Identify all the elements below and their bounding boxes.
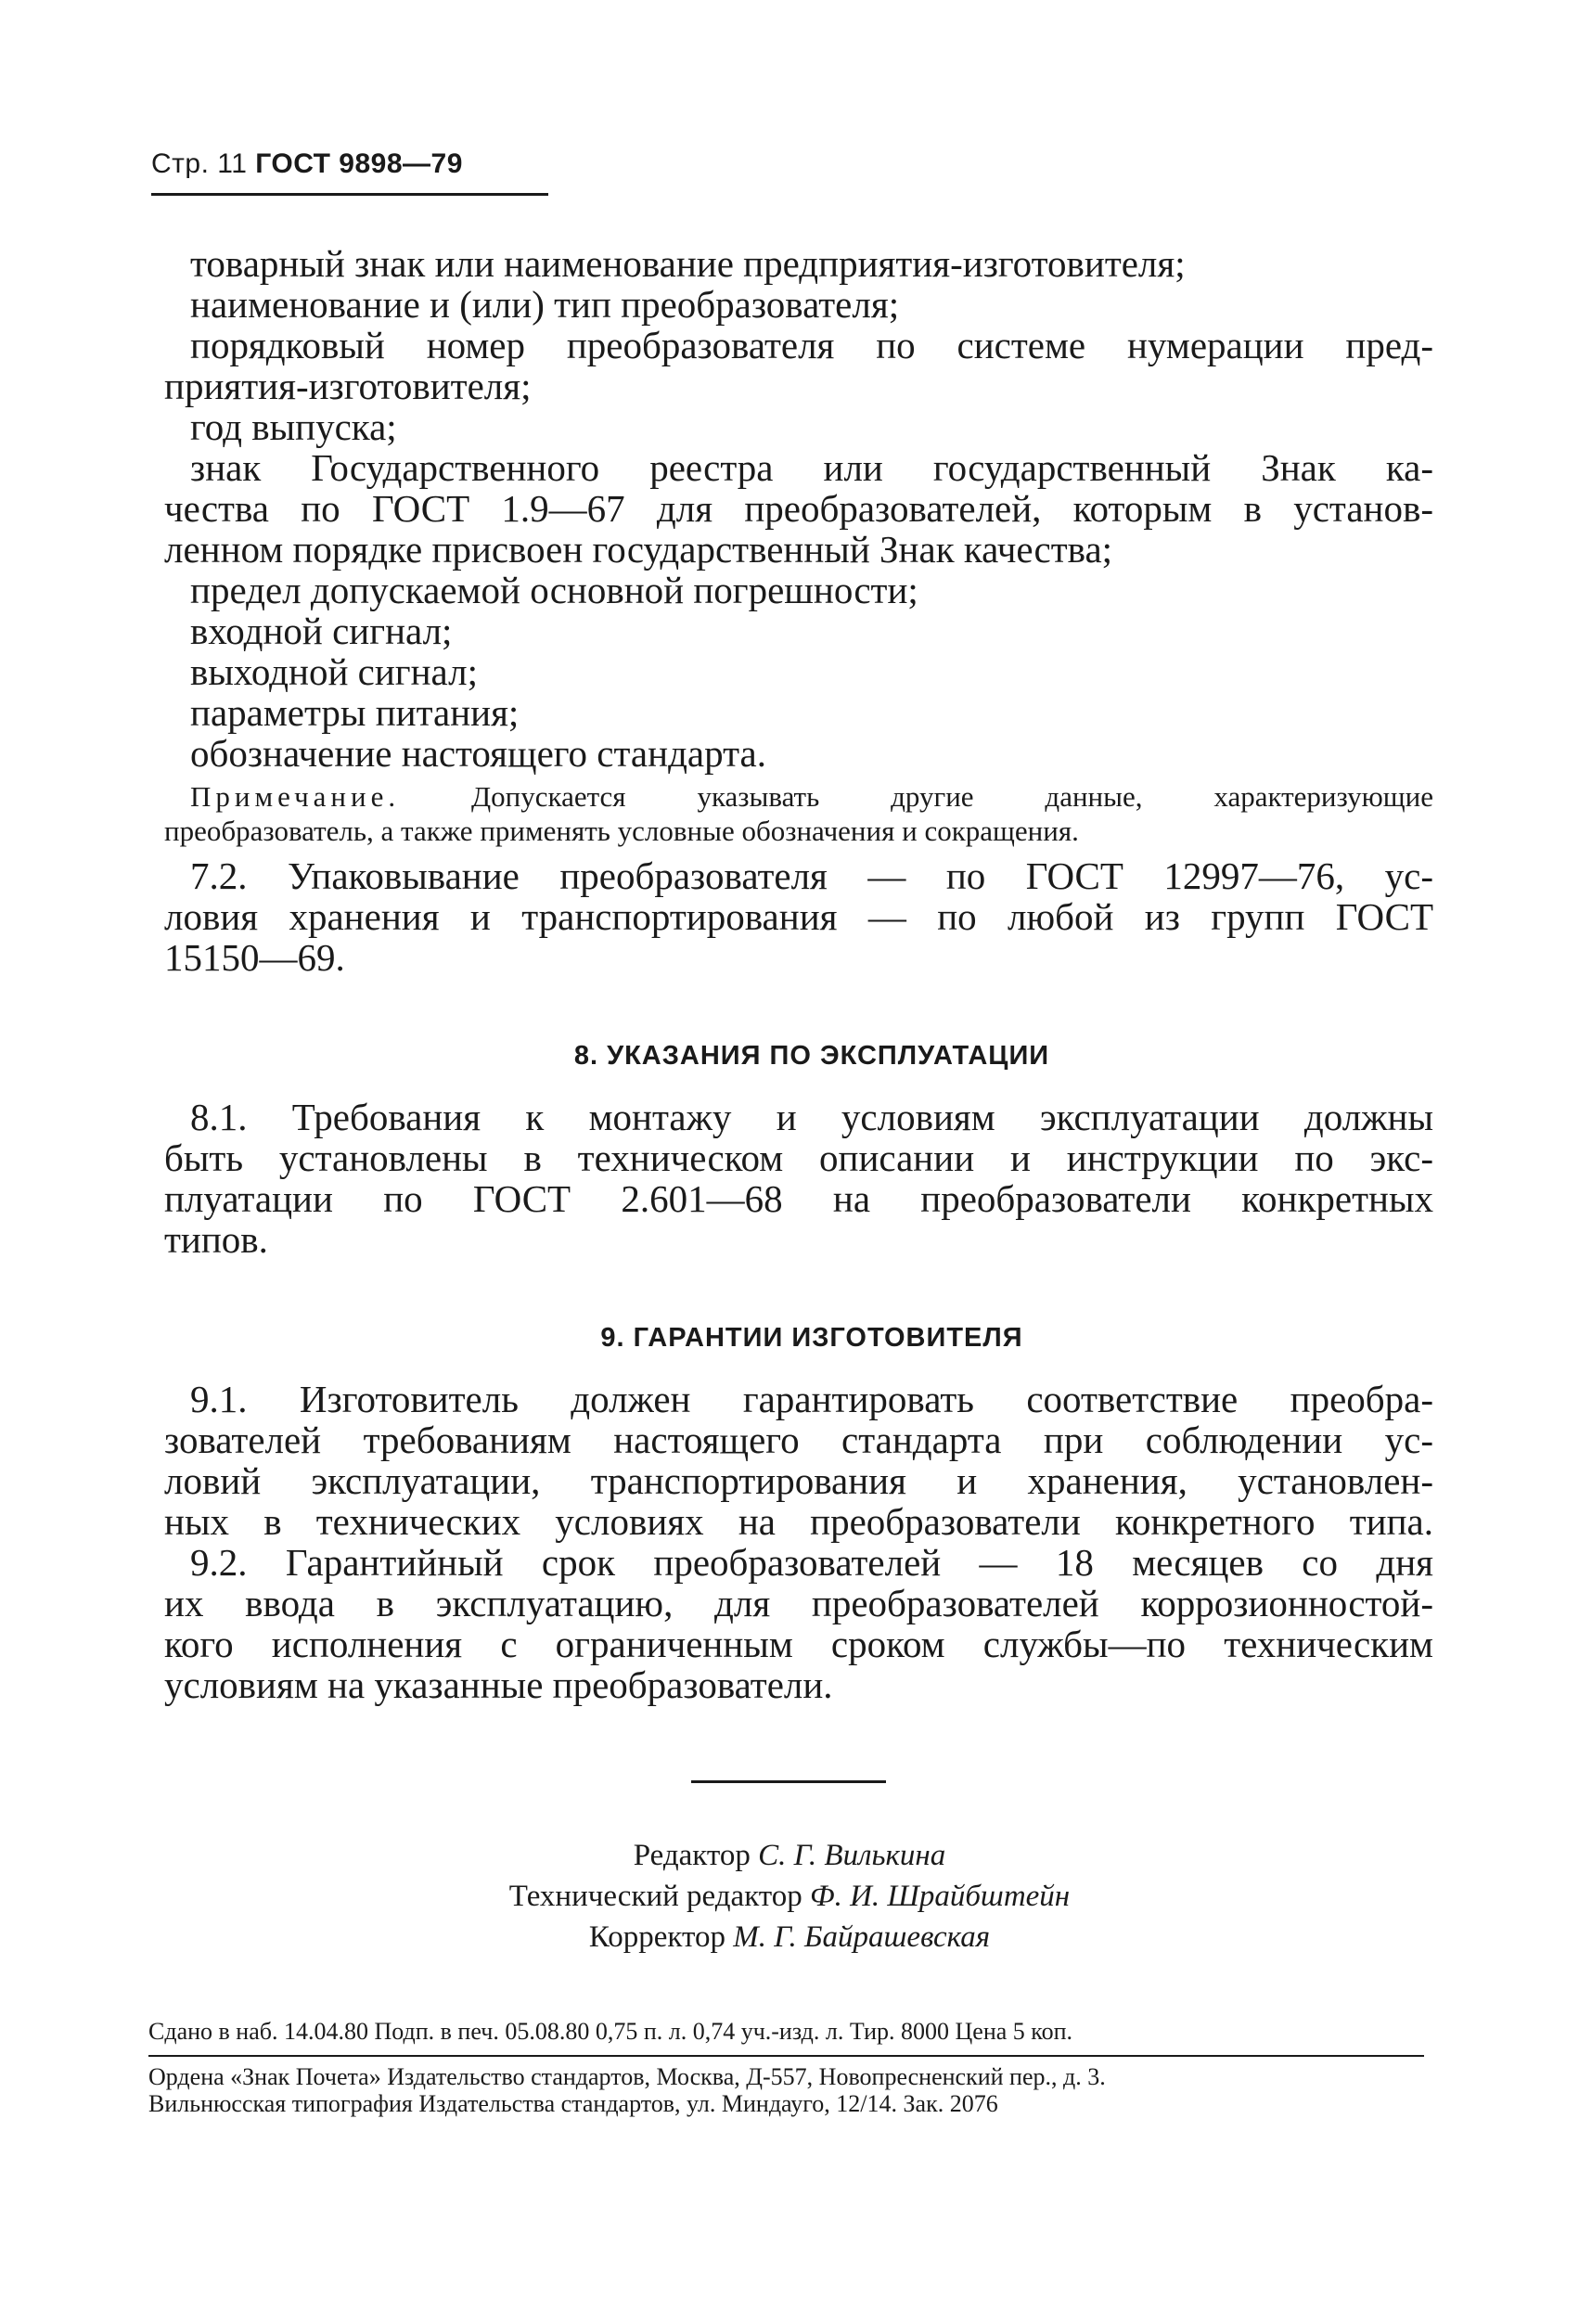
body-text [164,242,1433,1706]
clause-9-2 [164,1541,1433,1706]
separator-rule [691,1780,886,1783]
editor-line [0,1835,1579,1876]
clause-line: 8.1. Требования к монтажу и условиям эксплуатации должны [190,1096,1433,1138]
imprint-print-data: Сдано в наб. 14.04.80 Подп. в печ. 05.08.80 0,75 п. л. 0,74 уч.-изд. л. Тир. 8000 Цена 5 коп. [148,2018,1072,2045]
printer-line: Вильнюсская типография Издательства стандартов, ул. Миндауго, 12/14. Зак. 2076 [148,2090,998,2117]
list-item: приятия-изготовителя; [164,365,532,407]
list-item: знак Государственного реестра или государственный Знак ка- [190,446,1433,489]
clause-line: ных в технических условиях на преобразователи конкретного типа. [164,1500,1433,1543]
proofreader-label: Корректор [588,1920,726,1954]
note-label: Примечание. [190,780,401,813]
note [164,779,1433,848]
list-item: выходной сигнал; [190,650,478,693]
editor-name: С. Г. Вилькина [758,1839,946,1872]
clause-line: быть установлены в техническом описании и инструкции по экс- [164,1136,1433,1179]
list-item: входной сигнал; [190,610,453,652]
tech-editor-line [0,1876,1579,1917]
clause-line: плуатации по ГОСТ 2.601—68 на преобразователи конкретных [164,1177,1433,1220]
list-item: чества по ГОСТ 1.9—67 для преобразователей, которым в установ- [164,487,1433,530]
clause-line: кого исполнения с ограниченным сроком службы—по техническим [164,1623,1433,1665]
credits [0,1835,1579,1958]
clause-line: условиям на указанные преобразователи. [164,1663,833,1706]
page-label: Стр. 11 [151,148,248,179]
clause-line: 15150—69. [164,936,345,979]
list-item: порядковый номер преобразователя по системе нумерации пред- [190,324,1433,366]
list-item: наименование и (или) тип преобразователя; [190,283,900,326]
section-9-title: 9. ГАРАНТИИ ИЗГОТОВИТЕЛЯ [600,1323,1023,1353]
clause-line: 7.2. Упаковывание преобразователя — по ГОСТ 12997—76, ус- [190,854,1433,897]
clause-8-1 [164,1096,1433,1261]
imprint-rule [148,2055,1424,2057]
proofreader-line [0,1917,1579,1958]
list-item: товарный знак или наименование предприятия-изготовителя; [190,242,1186,285]
clause-line: 9.1. Изготовитель должен гарантировать соответствие преобра- [190,1378,1433,1420]
proofreader-name: М. Г. Байрашевская [733,1920,991,1954]
clause-line: ловия хранения и транспортирования — по любой из групп ГОСТ [164,895,1433,938]
clause-line: ловий эксплуатации, транспортирования и хранения, установлен- [164,1459,1433,1502]
list-item: предел допускаемой основной погрешности; [190,569,918,611]
header-rule [151,193,548,196]
clause-line: 9.2. Гарантийный срок преобразователей — 18 месяцев со дня [190,1541,1433,1584]
clause-line: зователей требованиям настоящего стандарта при соблюдении ус- [164,1419,1433,1461]
list-item: обозначение настоящего стандарта. [190,732,766,775]
clause-7-2 [164,854,1433,979]
section-8-title: 8. УКАЗАНИЯ ПО ЭКСПЛУАТАЦИИ [573,1041,1050,1071]
editor-label: Редактор [633,1839,751,1872]
clause-9-1 [164,1378,1433,1543]
tech-editor-label: Технический редактор [508,1880,802,1913]
list-item: год выпуска; [190,405,397,448]
list-item: ленном порядке присвоен государственный Знак качества; [164,528,1113,571]
tech-editor-name: Ф. И. Шрайбштейн [810,1880,1071,1913]
clause-line: их ввода в эксплуатацию, для преобразователей коррозионностой- [164,1582,1433,1624]
note-text-continued: преобразователь, а также применять условные обозначения и сокращения. [164,815,1079,847]
clause-line: типов. [164,1218,268,1261]
publisher-line: Ордена «Знак Почета» Издательство стандартов, Москва, Д-557, Новопресненский пер., д. 3. [148,2063,1106,2090]
list-item: параметры питания; [190,691,520,734]
note-text: Допускается указывать другие данные, характеризующие [471,780,1433,813]
standard-number: ГОСТ 9898—79 [255,148,463,179]
marking-list [164,242,1433,775]
imprint-publisher [148,2063,1429,2117]
page-header [151,148,463,180]
